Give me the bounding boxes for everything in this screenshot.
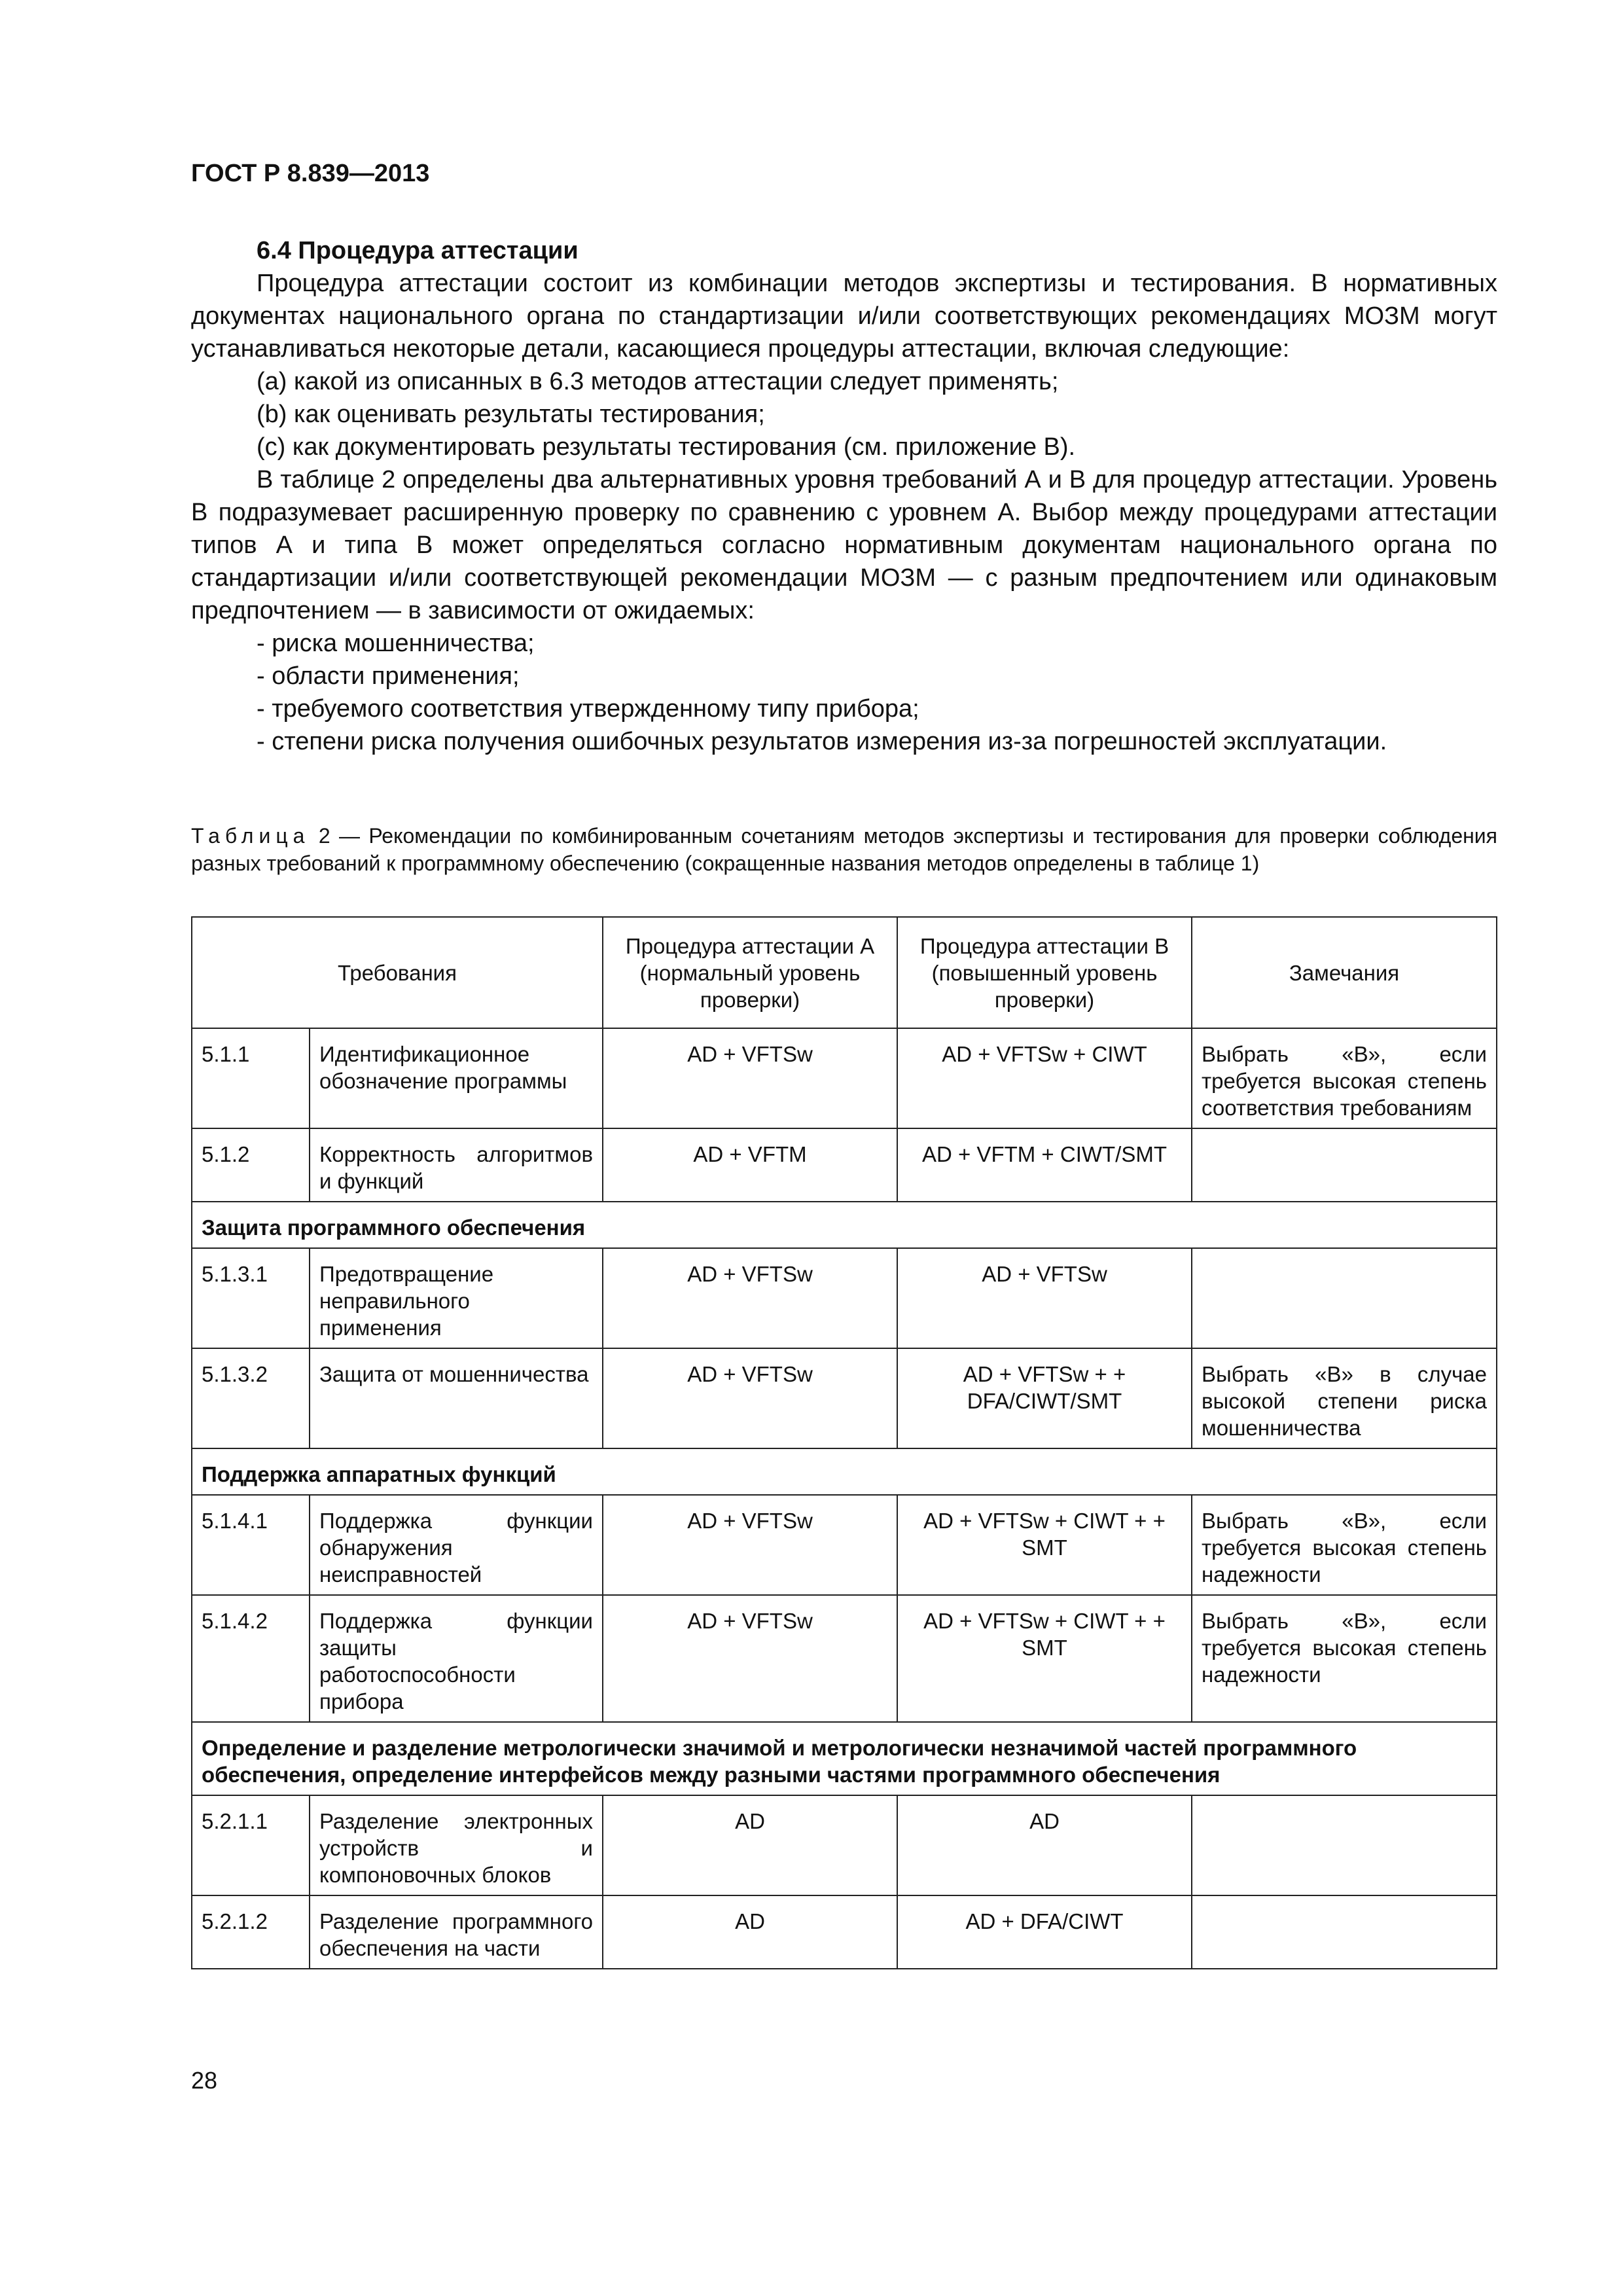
procedure-b-cell: AD + VFTM + CIWT/SMT	[897, 1128, 1192, 1202]
notes-cell	[1192, 1128, 1497, 1202]
procedure-b-cell: AD + VFTSw + + DFA/CIWT/SMT	[897, 1348, 1192, 1448]
notes-cell	[1192, 1895, 1497, 1969]
section-title: 6.4 Процедура аттестации	[257, 237, 579, 264]
procedure-b-cell: AD + VFTSw + CIWT	[897, 1028, 1192, 1128]
requirement-name: Корректность алгоритмов и функций	[310, 1128, 603, 1202]
requirement-number: 5.1.4.1	[192, 1495, 310, 1595]
requirement-name: Предотвращение неправильного применения	[310, 1248, 603, 1348]
table-row	[192, 1248, 1497, 1348]
section-6-4	[191, 234, 1497, 758]
risk-item: - требуемого соответствия утвержденному типу прибора;	[257, 695, 919, 723]
risk-item: - степени риска получения ошибочных результатов измерения из-за погрешностей эксплуатации.	[257, 728, 1387, 755]
table-row	[192, 1595, 1497, 1722]
group-heading: Поддержка аппаратных функций	[192, 1448, 1497, 1495]
notes-cell: Выбрать «В», если требуется высокая степень соответствия требованиям	[1192, 1028, 1497, 1128]
procedure-a-cell: AD + VFTSw	[603, 1595, 897, 1722]
requirement-name: Разделение программного обеспечения на части	[310, 1895, 603, 1969]
table-row	[192, 1895, 1497, 1969]
requirement-name: Защита от мошенничества	[310, 1348, 603, 1448]
procedure-a-cell: AD + VFTSw	[603, 1028, 897, 1128]
group-heading: Защита программного обеспечения	[192, 1202, 1497, 1248]
list-item: (c) как документировать результаты тестирования (см. приложение В).	[257, 433, 1076, 461]
requirement-number: 5.2.1.1	[192, 1795, 310, 1895]
document-id: ГОСТ Р 8.839—2013	[191, 160, 430, 187]
table-caption-label: Таблица	[191, 824, 310, 848]
list-item: (a) какой из описанных в 6.3 методов аттестации следует применять;	[257, 368, 1059, 395]
notes-cell: Выбрать «В» в случае высокой степени риска мошенничества	[1192, 1348, 1497, 1448]
procedure-b-cell: AD + VFTSw	[897, 1248, 1192, 1348]
group-heading: Определение и разделение метрологически значимой и метрологически незначимой частей программного обеспечения, определение интерфейсов между разными частями программного обеспечения	[192, 1722, 1497, 1795]
intro-paragraph: Процедура аттестации состоит из комбинации методов экспертизы и тестирования. В нормативных документах национального органа по стандартизации и/или соответствующих рекомендациях МОЗМ могут устанавливаться некоторые детали, касающиеся процедуры аттестации, включая следующие:	[191, 270, 1497, 363]
table-caption-text: 2 — Рекомендации по комбинированным сочетаниям методов экспертизы и тестирования для проверки соблюдения разных требований к программному обеспечению (сокращенные названия методов определены в таблице 1)	[191, 824, 1497, 875]
procedure-a-cell: AD + VFTSw	[603, 1248, 897, 1348]
risk-item: - области применения;	[257, 662, 520, 690]
procedure-b-cell: AD + VFTSw + CIWT + + SMT	[897, 1595, 1192, 1722]
table-group-row	[192, 1722, 1497, 1795]
notes-cell	[1192, 1795, 1497, 1895]
levels-paragraph: В таблице 2 определены два альтернативных уровня требований А и В для процедур аттестации. Уровень В подразумевает расширенную проверку по сравнению с уровнем А. Выбор между процедурами аттестации типов А и типа В может определяться согласно нормативным документам национального органа по стандартизации и/или соответствующей рекомендации МОЗМ — с разным предпочтением или одинаковым предпочтением — в зависимости от ожидаемых:	[191, 466, 1497, 624]
requirement-number: 5.1.4.2	[192, 1595, 310, 1722]
procedure-a-cell: AD + VFTM	[603, 1128, 897, 1202]
notes-cell: Выбрать «В», если требуется высокая степень надежности	[1192, 1595, 1497, 1722]
table-row	[192, 1795, 1497, 1895]
table-caption	[191, 822, 1497, 877]
header-procedure-b: Процедура аттестации В (повышенный уровень проверки)	[897, 917, 1192, 1028]
procedure-a-cell: AD + VFTSw	[603, 1348, 897, 1448]
table-row	[192, 1348, 1497, 1448]
procedure-b-cell: AD + VFTSw + CIWT + + SMT	[897, 1495, 1192, 1595]
requirement-number: 5.1.3.1	[192, 1248, 310, 1348]
header-notes: Замечания	[1192, 917, 1497, 1028]
requirement-number: 5.2.1.2	[192, 1895, 310, 1969]
table-body	[192, 1028, 1497, 1969]
header-procedure-a: Процедура аттестации А (нормальный уровень проверки)	[603, 917, 897, 1028]
header-requirements: Требования	[192, 917, 603, 1028]
procedure-a-cell: AD + VFTSw	[603, 1495, 897, 1595]
table-header-row	[192, 917, 1497, 1028]
requirement-name: Разделение электронных устройств и компоновочных блоков	[310, 1795, 603, 1895]
requirement-number: 5.1.2	[192, 1128, 310, 1202]
requirement-number: 5.1.1	[192, 1028, 310, 1128]
table-group-row	[192, 1448, 1497, 1495]
requirements-table	[191, 916, 1497, 1969]
procedure-a-cell: AD	[603, 1795, 897, 1895]
table-row	[192, 1128, 1497, 1202]
requirement-number: 5.1.3.2	[192, 1348, 310, 1448]
page-number: 28	[191, 2067, 218, 2094]
requirement-name: Поддержка функции защиты работоспособности прибора	[310, 1595, 603, 1722]
table-group-row	[192, 1202, 1497, 1248]
notes-cell	[1192, 1248, 1497, 1348]
table-row	[192, 1028, 1497, 1128]
procedure-b-cell: AD	[897, 1795, 1192, 1895]
requirement-name: Идентификационное обозначение программы	[310, 1028, 603, 1128]
requirement-name: Поддержка функции обнаружения неисправностей	[310, 1495, 603, 1595]
notes-cell: Выбрать «В», если требуется высокая степень надежности	[1192, 1495, 1497, 1595]
risk-item: - риска мошенничества;	[257, 630, 535, 657]
procedure-b-cell: AD + DFA/CIWT	[897, 1895, 1192, 1969]
table-row	[192, 1495, 1497, 1595]
procedure-a-cell: AD	[603, 1895, 897, 1969]
list-item: (b) как оценивать результаты тестирования;	[257, 401, 765, 428]
